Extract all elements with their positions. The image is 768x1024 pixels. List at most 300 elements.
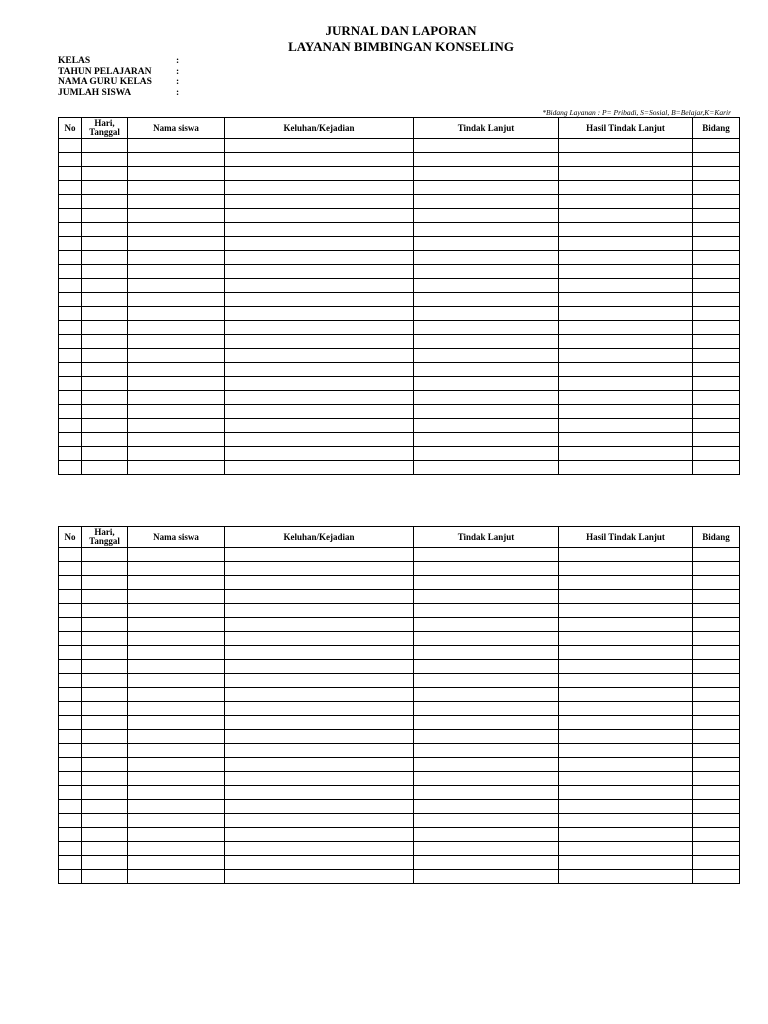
table-cell <box>128 646 225 660</box>
table-cell <box>225 856 414 870</box>
table-cell <box>82 321 128 335</box>
meta-row-jumlah-siswa <box>58 88 186 99</box>
table-cell <box>59 646 82 660</box>
table-cell <box>559 181 693 195</box>
table-cell <box>82 209 128 223</box>
table-cell <box>559 461 693 475</box>
table-cell <box>128 786 225 800</box>
table-cell <box>82 604 128 618</box>
table-cell <box>128 618 225 632</box>
table-cell <box>225 167 414 181</box>
table-cell <box>225 842 414 856</box>
table-row <box>59 618 740 632</box>
table-cell <box>128 548 225 562</box>
table-cell <box>82 167 128 181</box>
table-cell <box>82 716 128 730</box>
table-cell <box>559 646 693 660</box>
table-cell <box>128 209 225 223</box>
col-header-keluhan: Keluhan/Kejadian <box>225 527 414 548</box>
table-cell <box>559 702 693 716</box>
table-cell <box>693 405 740 419</box>
table-cell <box>414 335 559 349</box>
meta-label: KELAS <box>58 56 91 66</box>
table-row <box>59 674 740 688</box>
table-cell <box>559 814 693 828</box>
table-cell <box>225 447 414 461</box>
table-cell <box>82 377 128 391</box>
table-cell <box>128 237 225 251</box>
table-row <box>59 405 740 419</box>
table-cell <box>225 618 414 632</box>
table-cell <box>59 251 82 265</box>
table-cell <box>693 461 740 475</box>
table-cell <box>82 279 128 293</box>
table-cell <box>225 181 414 195</box>
col-header-bidang: Bidang <box>693 118 740 139</box>
table-cell <box>559 237 693 251</box>
table-header-row <box>59 527 740 548</box>
table-cell <box>693 548 740 562</box>
table-row <box>59 758 740 772</box>
table-cell <box>128 433 225 447</box>
table-cell <box>59 772 82 786</box>
table-cell <box>414 730 559 744</box>
table-cell <box>559 674 693 688</box>
table-cell <box>59 377 82 391</box>
table-row <box>59 377 740 391</box>
table-row <box>59 293 740 307</box>
table-cell <box>82 548 128 562</box>
table-cell <box>559 391 693 405</box>
table-cell <box>693 447 740 461</box>
table-cell <box>59 632 82 646</box>
table-cell <box>225 814 414 828</box>
table-cell <box>59 590 82 604</box>
table-cell <box>82 842 128 856</box>
table-cell <box>414 758 559 772</box>
table-cell <box>59 363 82 377</box>
table-cell <box>128 391 225 405</box>
table-cell <box>82 293 128 307</box>
table-cell <box>128 842 225 856</box>
table-cell <box>59 660 82 674</box>
table-cell <box>693 590 740 604</box>
table-cell <box>414 562 559 576</box>
table-cell <box>59 730 82 744</box>
table-cell <box>82 139 128 153</box>
table-cell <box>414 419 559 433</box>
table-cell <box>414 828 559 842</box>
table-cell <box>225 576 414 590</box>
table-cell <box>693 660 740 674</box>
table-cell <box>59 461 82 475</box>
table-cell <box>225 265 414 279</box>
table-cell <box>693 181 740 195</box>
table-cell <box>82 758 128 772</box>
table-cell <box>225 702 414 716</box>
col-header-keluhan: Keluhan/Kejadian <box>225 118 414 139</box>
table-cell <box>82 335 128 349</box>
table-cell <box>693 293 740 307</box>
table-cell <box>559 405 693 419</box>
table-cell <box>225 223 414 237</box>
table-cell <box>414 674 559 688</box>
table-cell <box>59 181 82 195</box>
table-cell <box>128 660 225 674</box>
table-cell <box>559 632 693 646</box>
table-row <box>59 363 740 377</box>
table-cell <box>82 828 128 842</box>
document-title-line1: JURNAL DAN LAPORAN <box>325 23 477 38</box>
table-cell <box>693 265 740 279</box>
table-cell <box>128 349 225 363</box>
table-cell <box>82 744 128 758</box>
table-cell <box>128 702 225 716</box>
table-cell <box>225 646 414 660</box>
col-header-bidang: Bidang <box>693 527 740 548</box>
table-cell <box>559 576 693 590</box>
table-cell <box>225 293 414 307</box>
table-cell <box>225 461 414 475</box>
table-row <box>59 604 740 618</box>
table-cell <box>82 405 128 419</box>
table-cell <box>59 562 82 576</box>
table-cell <box>82 433 128 447</box>
table-row <box>59 307 740 321</box>
header-info <box>58 56 186 98</box>
table-cell <box>59 744 82 758</box>
table-cell <box>559 153 693 167</box>
table-cell <box>414 363 559 377</box>
table-cell <box>693 576 740 590</box>
table-cell <box>128 758 225 772</box>
col-header-nama-siswa: Nama siswa <box>128 118 225 139</box>
table-cell <box>693 870 740 884</box>
table-cell <box>693 646 740 660</box>
table-cell <box>225 405 414 419</box>
table-cell <box>559 562 693 576</box>
table-cell <box>82 786 128 800</box>
table-cell <box>225 548 414 562</box>
table-row <box>59 702 740 716</box>
table-cell <box>128 279 225 293</box>
table-cell <box>59 604 82 618</box>
table-cell <box>59 576 82 590</box>
table-cell <box>225 251 414 265</box>
table-cell <box>559 321 693 335</box>
table-cell <box>59 814 82 828</box>
table-cell <box>559 433 693 447</box>
table-row <box>59 335 740 349</box>
table-row <box>59 688 740 702</box>
table-header-row <box>59 118 740 139</box>
table-cell <box>559 419 693 433</box>
bidang-layanan-note: *Bidang Layanan : P= Pribadi, S=Sosial, B=Belajar,K=Karir <box>542 108 731 117</box>
col-header-hari-tanggal: Hari, Tanggal <box>82 527 128 548</box>
meta-label: JUMLAH SISWA <box>58 87 132 98</box>
meta-row-tahun-pelajaran <box>58 67 186 78</box>
table-cell <box>225 660 414 674</box>
table-cell <box>414 447 559 461</box>
table-cell <box>82 814 128 828</box>
table-cell <box>82 632 128 646</box>
table-cell <box>414 195 559 209</box>
table-cell <box>559 716 693 730</box>
table-cell <box>82 660 128 674</box>
table-cell <box>59 293 82 307</box>
table-cell <box>128 562 225 576</box>
table-cell <box>693 195 740 209</box>
table-cell <box>693 251 740 265</box>
table-cell <box>225 730 414 744</box>
table-cell <box>82 576 128 590</box>
table-cell <box>559 377 693 391</box>
table-cell <box>82 646 128 660</box>
table-row <box>59 660 740 674</box>
table-cell <box>59 702 82 716</box>
table-cell <box>82 223 128 237</box>
table-cell <box>414 786 559 800</box>
table-cell <box>225 772 414 786</box>
table-cell <box>59 223 82 237</box>
table-cell <box>225 562 414 576</box>
table-cell <box>559 786 693 800</box>
table-cell <box>225 433 414 447</box>
table-cell <box>559 447 693 461</box>
table-cell <box>559 660 693 674</box>
table-cell <box>59 265 82 279</box>
table-cell <box>693 349 740 363</box>
table-cell <box>414 251 559 265</box>
table-cell <box>225 321 414 335</box>
table-cell <box>559 548 693 562</box>
table-cell <box>59 209 82 223</box>
table-cell <box>693 688 740 702</box>
table-cell <box>59 688 82 702</box>
table-cell <box>128 461 225 475</box>
table-cell <box>414 548 559 562</box>
table-cell <box>559 800 693 814</box>
table-cell <box>128 828 225 842</box>
table-cell <box>128 604 225 618</box>
table-cell <box>59 307 82 321</box>
table-cell <box>414 842 559 856</box>
table-cell <box>225 828 414 842</box>
table-cell <box>693 363 740 377</box>
table-cell <box>414 377 559 391</box>
table-cell <box>128 730 225 744</box>
table-cell <box>559 265 693 279</box>
table-cell <box>414 688 559 702</box>
table-cell <box>693 377 740 391</box>
table-row <box>59 632 740 646</box>
table-cell <box>225 688 414 702</box>
table-cell <box>414 856 559 870</box>
table-cell <box>59 433 82 447</box>
table-cell <box>225 237 414 251</box>
table-cell <box>414 209 559 223</box>
table-cell <box>693 153 740 167</box>
table-cell <box>59 321 82 335</box>
table-cell <box>693 321 740 335</box>
table-cell <box>59 548 82 562</box>
table-cell <box>128 800 225 814</box>
table-cell <box>559 195 693 209</box>
table-cell <box>559 842 693 856</box>
col-header-nama-siswa: Nama siswa <box>128 527 225 548</box>
table-cell <box>414 265 559 279</box>
table-cell <box>128 167 225 181</box>
table-body <box>59 139 740 475</box>
table-cell <box>128 674 225 688</box>
table-cell <box>693 800 740 814</box>
table-cell <box>414 293 559 307</box>
table-row <box>59 716 740 730</box>
table-cell <box>59 786 82 800</box>
table-cell <box>128 688 225 702</box>
table-cell <box>414 646 559 660</box>
table-cell <box>414 461 559 475</box>
table-row <box>59 195 740 209</box>
table-cell <box>414 870 559 884</box>
table-cell <box>414 349 559 363</box>
table-cell <box>693 814 740 828</box>
table-cell <box>693 167 740 181</box>
table-cell <box>59 349 82 363</box>
table-cell <box>693 618 740 632</box>
table-cell <box>128 744 225 758</box>
table-cell <box>693 335 740 349</box>
table-cell <box>225 800 414 814</box>
table-row <box>59 321 740 335</box>
table-row <box>59 548 740 562</box>
table-cell <box>559 870 693 884</box>
table-cell <box>59 139 82 153</box>
table-cell <box>559 293 693 307</box>
table-cell <box>414 307 559 321</box>
table-cell <box>225 632 414 646</box>
table-cell <box>128 632 225 646</box>
col-header-hasil: Hasil Tindak Lanjut <box>559 118 693 139</box>
table-cell <box>559 139 693 153</box>
table-cell <box>559 167 693 181</box>
table-cell <box>414 590 559 604</box>
table-cell <box>128 590 225 604</box>
table-cell <box>225 391 414 405</box>
table-cell <box>693 223 740 237</box>
table-cell <box>414 744 559 758</box>
table-cell <box>414 716 559 730</box>
table-cell <box>693 604 740 618</box>
table-cell <box>693 702 740 716</box>
table-cell <box>559 730 693 744</box>
table-cell <box>414 702 559 716</box>
table-cell <box>414 772 559 786</box>
table-cell <box>693 674 740 688</box>
table-cell <box>693 786 740 800</box>
journal-table-2 <box>58 526 740 884</box>
table-cell <box>559 251 693 265</box>
table-cell <box>82 856 128 870</box>
table-cell <box>59 674 82 688</box>
table-row <box>59 279 740 293</box>
col-header-no: No <box>59 118 82 139</box>
meta-colon: : <box>176 56 180 66</box>
table-cell <box>59 419 82 433</box>
table-row <box>59 265 740 279</box>
table-cell <box>82 419 128 433</box>
table-row <box>59 842 740 856</box>
journal-table-1 <box>58 117 740 475</box>
table-cell <box>414 181 559 195</box>
table-cell <box>128 335 225 349</box>
table-cell <box>82 349 128 363</box>
table-cell <box>414 632 559 646</box>
table-cell <box>693 139 740 153</box>
table-cell <box>414 604 559 618</box>
table-cell <box>414 321 559 335</box>
table-cell <box>414 167 559 181</box>
table-cell <box>128 307 225 321</box>
table-cell <box>559 856 693 870</box>
table-cell <box>82 153 128 167</box>
table-cell <box>128 716 225 730</box>
table-cell <box>559 744 693 758</box>
table-body <box>59 548 740 884</box>
table-cell <box>128 377 225 391</box>
table-cell <box>693 562 740 576</box>
table-cell <box>414 153 559 167</box>
table-cell <box>82 870 128 884</box>
table-cell <box>59 167 82 181</box>
table-cell <box>225 279 414 293</box>
table-cell <box>414 814 559 828</box>
table-cell <box>82 447 128 461</box>
table-row <box>59 223 740 237</box>
table-cell <box>225 153 414 167</box>
table-row <box>59 167 740 181</box>
table-row <box>59 590 740 604</box>
table-cell <box>414 279 559 293</box>
table-cell <box>559 828 693 842</box>
table-cell <box>693 856 740 870</box>
table-cell <box>225 870 414 884</box>
table-cell <box>225 419 414 433</box>
meta-row-nama-guru <box>58 77 186 88</box>
table-cell <box>82 307 128 321</box>
table-row <box>59 153 740 167</box>
table-cell <box>82 562 128 576</box>
table-cell <box>59 391 82 405</box>
table-cell <box>128 447 225 461</box>
table-cell <box>128 195 225 209</box>
meta-row-kelas <box>58 56 186 67</box>
table-cell <box>693 307 740 321</box>
table-cell <box>82 800 128 814</box>
table-cell <box>559 590 693 604</box>
table-cell <box>128 856 225 870</box>
table-cell <box>59 618 82 632</box>
table-cell <box>82 590 128 604</box>
table-cell <box>559 363 693 377</box>
table-cell <box>693 419 740 433</box>
table-cell <box>559 335 693 349</box>
table-row <box>59 181 740 195</box>
table-cell <box>693 433 740 447</box>
table-row <box>59 391 740 405</box>
table-cell <box>225 209 414 223</box>
table-row <box>59 772 740 786</box>
